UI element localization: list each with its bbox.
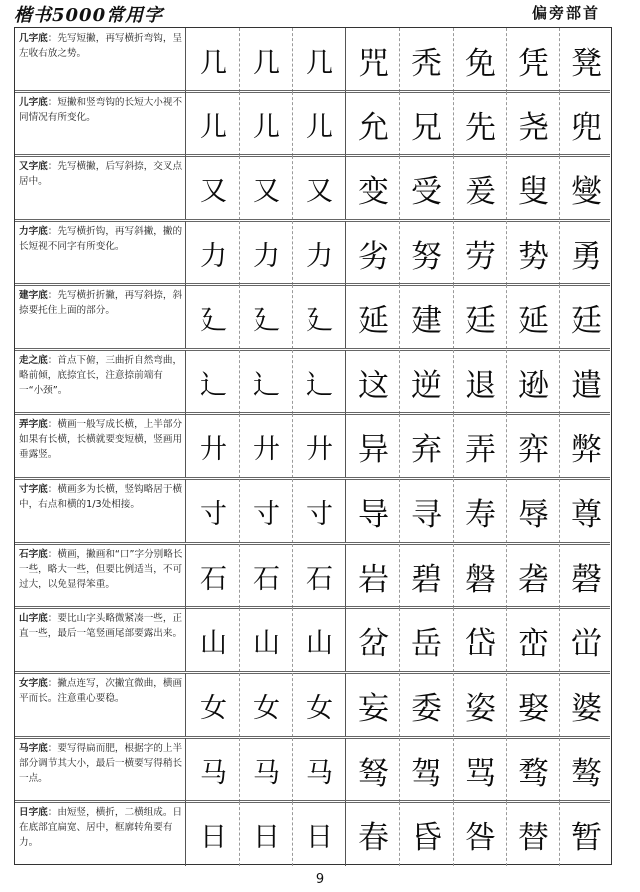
column-divider xyxy=(185,350,186,414)
radical-description xyxy=(19,417,185,477)
example-character: 延 xyxy=(518,302,549,339)
radical-sample: 力 xyxy=(306,240,333,272)
example-character: 岳 xyxy=(411,625,442,662)
table-row xyxy=(15,285,610,349)
example-character: 姿 xyxy=(465,690,496,727)
column-divider xyxy=(185,28,186,92)
example-character: 碧 xyxy=(411,561,442,598)
radical-sample: 石 xyxy=(253,563,280,595)
radical-sample: 力 xyxy=(253,240,280,272)
example-character: 廷 xyxy=(465,302,496,339)
example-character: 燮 xyxy=(571,173,602,210)
radical-rule-text: 横画一般写成长横，上半部分如果有长横，长横就要变短横，竖画用垂露竖。 xyxy=(19,419,183,460)
radical-rule-text: 首点下俯，三曲折自然弯曲，略前倾，底捺宜长，注意捺前端有一“小颈”。 xyxy=(19,355,183,396)
name-colon: ： xyxy=(47,290,58,301)
example-character: 这 xyxy=(358,367,389,404)
example-character: 免 xyxy=(465,45,496,82)
example-character: 昏 xyxy=(411,819,442,856)
example-character: 岔 xyxy=(358,625,389,662)
example-character: 娶 xyxy=(518,690,549,727)
example-character: 凭 xyxy=(518,45,549,82)
table-row xyxy=(15,673,610,737)
radical-sample: 又 xyxy=(253,175,280,207)
column-divider xyxy=(185,479,186,543)
example-character: 变 xyxy=(358,173,389,210)
radical-name: 又字底 xyxy=(19,161,48,172)
column-divider xyxy=(185,221,186,285)
example-character: 岱 xyxy=(465,625,496,662)
radical-sample: 辶 xyxy=(253,369,280,401)
radical-sample: 石 xyxy=(306,563,333,595)
name-colon: ： xyxy=(47,613,58,624)
example-character: 勇 xyxy=(571,238,602,275)
example-character: 建 xyxy=(411,302,442,339)
radical-sample: 女 xyxy=(253,692,280,724)
radical-rule-text: 先写短撇，再写横折弯钩，呈左收右放之势。 xyxy=(19,33,183,59)
radical-rule-text: 要比山字头略微紧凑一些，正直一些，最后一笔竖画尾部要露出来。 xyxy=(19,613,183,639)
radical-sample: 儿 xyxy=(253,111,280,143)
column-divider xyxy=(185,156,186,220)
radical-sample: 山 xyxy=(253,627,280,659)
example-character: 凳 xyxy=(571,45,602,82)
radical-sample: 日 xyxy=(306,821,333,853)
radical-sample: 又 xyxy=(306,175,333,207)
radical-description xyxy=(19,547,185,607)
table-row xyxy=(15,608,610,672)
radical-name: 几字底 xyxy=(19,33,48,44)
radical-sample: 寸 xyxy=(253,498,280,530)
radical-sample: 儿 xyxy=(306,111,333,143)
radical-name: 弄字底 xyxy=(19,419,48,430)
example-character: 岩 xyxy=(358,561,389,598)
radical-description xyxy=(19,676,185,736)
radical-name: 建字底 xyxy=(19,290,48,301)
radical-rule-text: 撇点连写，次撇宜微曲，横画平而长。注意重心要稳。 xyxy=(19,678,183,704)
table-row xyxy=(15,28,610,92)
radical-sample: 又 xyxy=(200,175,227,207)
radical-sample: 廾 xyxy=(306,433,333,465)
radical-sample: 廴 xyxy=(253,304,280,336)
example-character: 兄 xyxy=(411,109,442,146)
radical-description xyxy=(19,482,185,542)
example-character: 弃 xyxy=(411,431,442,468)
table-row xyxy=(15,221,610,285)
name-colon: ： xyxy=(47,807,58,818)
radical-table xyxy=(14,27,612,865)
example-character: 替 xyxy=(518,819,549,856)
radical-rule-text: 要写得扁而肥，根据字的上半部分调节其大小，最后一横要写得稍长一点。 xyxy=(19,743,183,784)
table-row xyxy=(15,156,610,220)
name-colon: ： xyxy=(47,355,58,366)
radical-rule-text: 短撇和竖弯钩的长短大小视不同情况有所变化。 xyxy=(19,97,183,123)
column-divider xyxy=(185,285,186,349)
radical-description xyxy=(19,611,185,671)
radical-description xyxy=(19,805,185,865)
radical-name: 山字底 xyxy=(19,613,48,624)
page-number: 9 xyxy=(315,872,325,887)
name-colon: ： xyxy=(47,549,58,560)
radical-sample: 力 xyxy=(200,240,227,272)
radical-sample: 几 xyxy=(253,47,280,79)
radical-description xyxy=(19,95,185,155)
name-colon: ： xyxy=(47,226,58,237)
example-character: 逊 xyxy=(518,367,549,404)
example-character: 骜 xyxy=(571,755,602,792)
example-character: 砻 xyxy=(518,561,549,598)
example-character: 廷 xyxy=(571,302,602,339)
radical-sample: 辶 xyxy=(200,369,227,401)
radical-sample: 马 xyxy=(253,757,280,789)
radical-name: 力字底 xyxy=(19,226,48,237)
radical-sample: 廴 xyxy=(200,304,227,336)
radical-description xyxy=(19,159,185,219)
name-colon: ： xyxy=(47,419,58,430)
radical-name: 女字底 xyxy=(19,678,48,689)
example-character: 春 xyxy=(358,819,389,856)
table-row xyxy=(15,802,610,866)
radical-description xyxy=(19,741,185,801)
example-character: 寻 xyxy=(411,496,442,533)
radical-sample: 廴 xyxy=(306,304,333,336)
example-character: 逆 xyxy=(411,367,442,404)
example-character: 辱 xyxy=(518,496,549,533)
radical-sample: 马 xyxy=(200,757,227,789)
example-character: 暂 xyxy=(571,819,602,856)
name-colon: ： xyxy=(47,161,58,172)
table-row xyxy=(15,414,610,478)
example-character: 委 xyxy=(411,690,442,727)
page-header xyxy=(0,0,640,24)
example-character: 爰 xyxy=(465,173,496,210)
radical-sample: 女 xyxy=(200,692,227,724)
example-character: 劣 xyxy=(358,238,389,275)
radical-name: 走之底 xyxy=(19,355,48,366)
radical-rule-text: 由短竖，横折，二横组成。日在底部宜扁宽、居中，框廓转角要有力。 xyxy=(19,807,183,848)
column-divider xyxy=(185,544,186,608)
example-character: 弈 xyxy=(518,431,549,468)
example-character: 弊 xyxy=(571,431,602,468)
radical-rule-text: 先写横折折撇，再写斜捺，斜捺要托住上面的部分。 xyxy=(19,290,183,316)
radical-sample: 女 xyxy=(306,692,333,724)
radical-sample: 日 xyxy=(200,821,227,853)
example-character: 受 xyxy=(411,173,442,210)
column-divider xyxy=(185,414,186,478)
example-character: 驽 xyxy=(358,755,389,792)
example-character: 骂 xyxy=(465,755,496,792)
radical-description xyxy=(19,353,185,413)
example-character: 尊 xyxy=(571,496,602,533)
column-divider xyxy=(185,802,186,866)
table-row xyxy=(15,350,610,414)
example-character: 妄 xyxy=(358,690,389,727)
example-character: 叟 xyxy=(518,173,549,210)
column-divider xyxy=(185,738,186,802)
radical-description xyxy=(19,288,185,348)
example-character: 骛 xyxy=(518,755,549,792)
example-character: 延 xyxy=(358,302,389,339)
radical-sample: 廾 xyxy=(253,433,280,465)
radical-sample: 寸 xyxy=(306,498,333,530)
radical-rule-text: 横画，撇画和“口”字分别略长一些，略大一些，但要比例适当，不可过大，以免显得笨重。 xyxy=(19,549,183,590)
table-row xyxy=(15,544,610,608)
example-character: 驾 xyxy=(411,755,442,792)
example-character: 咒 xyxy=(358,45,389,82)
radical-name: 日字底 xyxy=(19,807,48,818)
table-row xyxy=(15,92,610,156)
example-character: 弄 xyxy=(465,431,496,468)
radical-name: 寸字底 xyxy=(19,484,48,495)
example-character: 婆 xyxy=(571,690,602,727)
radical-sample: 日 xyxy=(253,821,280,853)
radical-rule-text: 横画多为长横，竖钩略居于横中，右点和横的1/3处相接。 xyxy=(19,484,183,510)
example-character: 尧 xyxy=(518,109,549,146)
radical-sample: 山 xyxy=(200,627,227,659)
radical-sample: 石 xyxy=(200,563,227,595)
radical-sample: 辶 xyxy=(306,369,333,401)
name-colon: ： xyxy=(47,97,58,108)
name-colon: ： xyxy=(47,743,58,754)
column-divider xyxy=(185,673,186,737)
example-character: 遣 xyxy=(571,367,602,404)
radical-sample: 几 xyxy=(200,47,227,79)
column-divider xyxy=(185,92,186,156)
name-colon: ： xyxy=(47,484,58,495)
name-colon: ： xyxy=(47,678,58,689)
book-title: 楷书5000常用字 xyxy=(14,5,164,26)
radical-sample: 儿 xyxy=(200,111,227,143)
example-character: 先 xyxy=(465,109,496,146)
table-row xyxy=(15,479,610,543)
radical-sample: 几 xyxy=(306,47,333,79)
column-divider xyxy=(185,608,186,672)
section-title: 偏旁部首 xyxy=(532,4,601,22)
example-character: 咎 xyxy=(465,819,496,856)
radical-sample: 马 xyxy=(306,757,333,789)
radical-name: 马字底 xyxy=(19,743,48,754)
radical-rule-text: 先写横撇，后写斜捺，交叉点居中。 xyxy=(19,161,183,187)
radical-sample: 寸 xyxy=(200,498,227,530)
example-character: 退 xyxy=(465,367,496,404)
example-character: 允 xyxy=(358,109,389,146)
radical-rule-text: 先写横折钩，再写斜撇，撇的长短视不同字有所变化。 xyxy=(19,226,183,252)
example-character: 秃 xyxy=(411,45,442,82)
radical-description xyxy=(19,224,185,284)
example-character: 兜 xyxy=(571,109,602,146)
radical-name: 儿字底 xyxy=(19,97,48,108)
example-character: 磐 xyxy=(465,561,496,598)
example-character: 峃 xyxy=(571,625,602,662)
example-character: 峦 xyxy=(518,625,549,662)
example-character: 努 xyxy=(411,238,442,275)
table-row xyxy=(15,738,610,802)
example-character: 劳 xyxy=(465,238,496,275)
example-character: 异 xyxy=(358,431,389,468)
radical-sample: 廾 xyxy=(200,433,227,465)
example-character: 磬 xyxy=(571,561,602,598)
example-character: 寿 xyxy=(465,496,496,533)
radical-sample: 山 xyxy=(306,627,333,659)
example-character: 导 xyxy=(358,496,389,533)
example-character: 势 xyxy=(518,238,549,275)
name-colon: ： xyxy=(47,33,58,44)
radical-description xyxy=(19,31,185,91)
radical-name: 石字底 xyxy=(19,549,48,560)
